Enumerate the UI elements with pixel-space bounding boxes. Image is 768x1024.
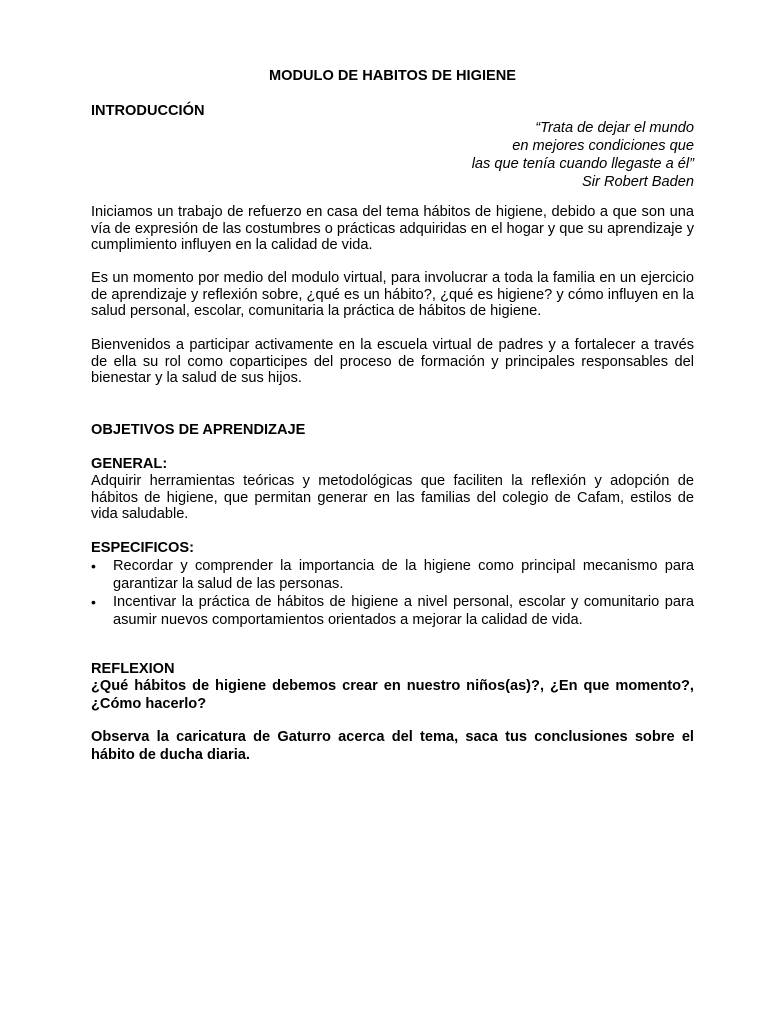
intro-paragraph-1-block xyxy=(91,204,694,254)
document-title: MODULO DE HABITOS DE HIGIENE xyxy=(268,68,517,84)
general-objective-block xyxy=(91,455,694,523)
list-item-text: Recordar y comprender la importancia de la higiene como principal mecanismo para garantizar la salud de las personas. xyxy=(113,558,694,592)
epigraph-quote xyxy=(472,119,694,191)
specific-objectives-list xyxy=(91,557,694,629)
intro-paragraph: Es un momento por medio del modulo virtual, para involucrar a toda la familia en un ejercicio de aprendizaje y reflexión sobre, ¿qué es un hábito?, ¿qué es higiene? y cómo influyen en la salud personal, escolar, comunitaria la práctica de hábitos de higiene. xyxy=(91,270,694,320)
quote-line: las que tenía cuando llegaste a él” xyxy=(471,156,694,172)
intro-heading-block xyxy=(91,102,694,120)
intro-heading: INTRODUCCIÓN xyxy=(91,103,205,119)
reflection-question: ¿Qué hábitos de higiene debemos crear en nuestro niños(as)?, ¿En que momento?, ¿Cómo hacerlo? xyxy=(91,678,694,712)
quote-author: Sir Robert Baden xyxy=(582,174,694,190)
quote-line: “Trata de dejar el mundo xyxy=(535,120,694,136)
bullet-icon: • xyxy=(91,558,96,574)
general-heading: GENERAL: xyxy=(91,456,168,472)
specific-objectives-block xyxy=(91,539,694,629)
specific-heading: ESPECIFICOS: xyxy=(91,540,194,556)
intro-paragraph-3-block xyxy=(91,337,694,387)
bullet-icon: • xyxy=(91,594,96,610)
reflection-heading: REFLEXION xyxy=(91,661,175,677)
objectives-heading-block xyxy=(91,421,694,439)
list-item xyxy=(91,593,694,629)
intro-paragraph: Bienvenidos a participar activamente en la escuela virtual de padres y a fortalecer a través de ella su rol como coparticipes del proceso de formación y principales responsables del bienestar y la salud de sus hijos. xyxy=(91,337,694,387)
list-item xyxy=(91,557,694,593)
quote-line: en mejores condiciones que xyxy=(512,138,694,154)
objectives-heading: OBJETIVOS DE APRENDIZAJE xyxy=(91,422,306,438)
reflection-heading-block xyxy=(91,660,694,678)
list-item-text: Incentivar la práctica de hábitos de higiene a nivel personal, escolar y comunitario para asumir nuevos comportamientos orientados a mejorar la calidad de vida. xyxy=(113,594,694,628)
reflection-task-block xyxy=(91,729,694,764)
intro-paragraph-2-block xyxy=(91,270,694,320)
reflection-task: Observa la caricatura de Gaturro acerca del tema, saca tus conclusiones sobre el hábito de ducha diaria. xyxy=(91,729,694,763)
general-objective-text: Adquirir herramientas teóricas y metodológicas que faciliten la reflexión y adopción de hábitos de higiene, que permitan generar en las familias del colegio de Cafam, estilos de vida saludable. xyxy=(91,473,694,523)
reflection-question-block xyxy=(91,678,694,713)
intro-paragraph: Iniciamos un trabajo de refuerzo en casa del tema hábitos de higiene, debido a que son una vía de expresión de las costumbres o prácticas adquiridas en el hogar y que su aprendizaje y cumplimiento influyen en la calidad de vida. xyxy=(91,204,694,254)
